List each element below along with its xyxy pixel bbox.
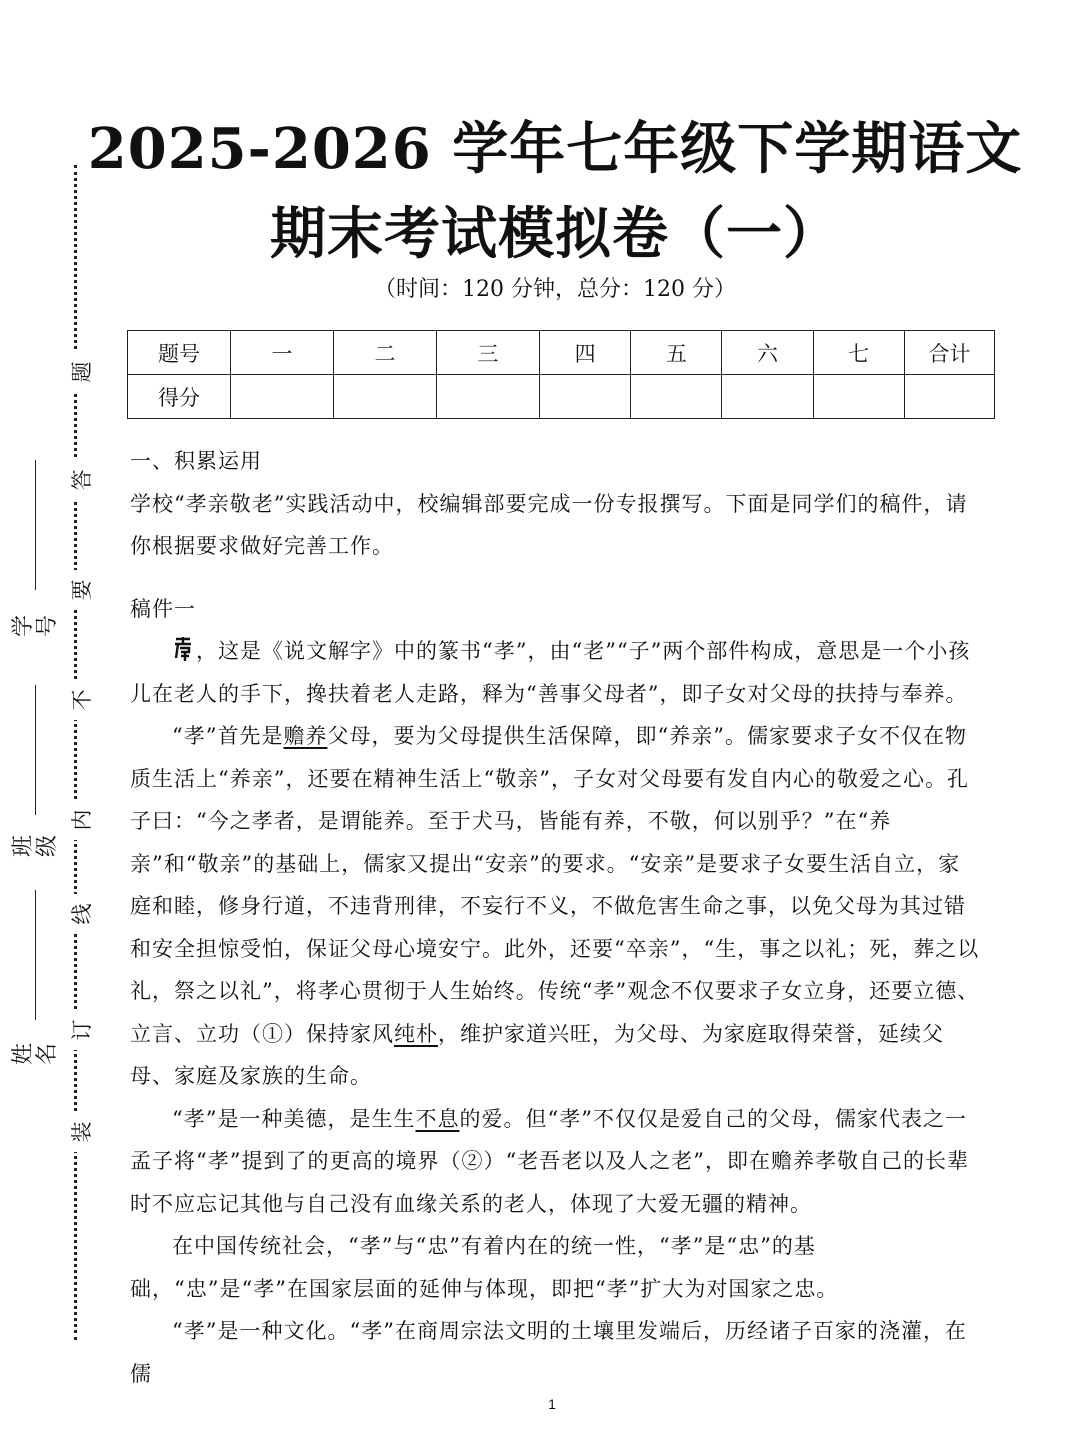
name-label: 姓名 bbox=[11, 1043, 60, 1066]
table-cell: 题号 bbox=[128, 331, 231, 375]
underlined-word: 赡养 bbox=[283, 724, 328, 748]
paragraph-2 bbox=[130, 715, 980, 1098]
table-cell: 四 bbox=[540, 331, 631, 375]
paragraph-5: “孝”是一种文化。“孝”在商周宗法文明的土壤里发端后，历经诸子百家的浇灌，在儒 bbox=[130, 1319, 967, 1386]
score-cell[interactable] bbox=[437, 375, 540, 419]
page-number: 1 bbox=[548, 1396, 556, 1412]
binding-char: 装 bbox=[70, 1112, 94, 1152]
section-title: 一、积累运用 bbox=[130, 449, 262, 473]
class-line[interactable] bbox=[35, 685, 36, 815]
paragraph-4: 在中国传统社会，“孝”与“忠”有着内在的统一性，“孝”是“忠”的基础，“忠”是“孝”在国家层面的延伸与体现，即把“孝”扩大为对国家之忠。 bbox=[130, 1234, 839, 1301]
student-id-label: 学号 bbox=[11, 615, 60, 638]
score-cell[interactable] bbox=[231, 375, 334, 419]
text-run: 的爱。但“孝”不仅仅是爱自己的父母，儒家代表之一孟子将“孝”提到了的更高的境界（②）“老吾老以及人之老”，即在赡养孝敬自己的长辈时不应忘记其他与自己没有血缘关系的老人，体现了大爱无疆的精神。 bbox=[130, 1106, 969, 1216]
text-run: ，维护家道兴旺，为父母、为家庭取得荣誉，延续父母、家庭及家族的生命。 bbox=[130, 1021, 944, 1088]
student-id-line[interactable] bbox=[35, 460, 36, 590]
table-cell: 三 bbox=[437, 331, 540, 375]
exam-title-line2: 期末考试模拟卷（一） bbox=[270, 201, 840, 267]
binding-char: 内 bbox=[70, 800, 94, 840]
underlined-word: 纯朴 bbox=[394, 1021, 438, 1046]
score-cell[interactable] bbox=[631, 375, 722, 419]
binding-char: 答 bbox=[70, 460, 94, 500]
score-cell[interactable] bbox=[722, 375, 813, 419]
draft-label: 稿件一 bbox=[130, 596, 196, 621]
section-intro: 学校“孝亲敬老”实践活动中，校编辑部要完成一份专报撰写。下面是同学们的稿件，请你根据要求做好完善工作。 bbox=[130, 491, 968, 558]
table-cell: 一 bbox=[231, 331, 334, 375]
paragraph-1 bbox=[130, 630, 980, 715]
score-cell[interactable] bbox=[334, 375, 437, 419]
paragraph-1-text: ，这是《说文解字》中的篆书“孝”，由“老”“子”两个部件构成，意思是一个小孩儿在老人的手下，搀扶着老人走路，释为“善事父母者”，即子女对父母的扶持与奉养。 bbox=[130, 639, 971, 706]
table-cell: 五 bbox=[631, 331, 722, 375]
text-run: “孝”首先是 bbox=[172, 724, 284, 748]
binding-char: 线 bbox=[70, 894, 94, 934]
table-cell: 得分 bbox=[128, 375, 231, 419]
text-run: 父母，要为父母提供生活保障，即“养亲”。儒家要求子女不仅在物质生活上“养亲”，还要在精神生活上“敬亲”，子女对父母要有发自内心的敬爱之心。孔子曰：“今之孝者，是谓能养。至于犬马，皆能有养，不敬，何以别乎？”在“养亲”和“敬亲”的基础上，儒家又提出“安亲”的要求。“安亲”是要求子女要生活自立，家庭和睦，修身行道，不违背刑律，不妄行不义，不做危害生命之事，以免父母为其过错和安全担惊受怕，保证父母心境安宁。此外，还要“卒亲”，“生，事之以礼；死，葬之以礼，祭之以礼”，将孝心贯彻于人生始终。传统“孝”观念不仅要求子女立身，还要立德、立言、立功（①）保持家风 bbox=[130, 724, 980, 1046]
table-cell: 六 bbox=[722, 331, 813, 375]
binding-char: 订 bbox=[70, 1010, 94, 1050]
binding-char: 不 bbox=[70, 680, 94, 720]
binding-char: 题 bbox=[70, 352, 94, 392]
class-label: 班级 bbox=[11, 835, 60, 858]
score-value-row bbox=[128, 375, 995, 419]
text-run: “孝”是一种美德，是生生 bbox=[172, 1106, 416, 1131]
binding-dotted-line bbox=[74, 165, 77, 1340]
table-cell: 二 bbox=[334, 331, 437, 375]
seal-script-xiao-icon bbox=[172, 636, 194, 662]
section-content bbox=[130, 440, 980, 1395]
paragraph-3 bbox=[130, 1098, 980, 1226]
score-cell[interactable] bbox=[813, 375, 904, 419]
name-line[interactable] bbox=[35, 890, 36, 1020]
score-cell[interactable] bbox=[904, 375, 994, 419]
score-table bbox=[127, 330, 995, 419]
score-header-row bbox=[128, 331, 995, 375]
underlined-word: 不息 bbox=[415, 1106, 460, 1131]
table-cell: 合计 bbox=[904, 331, 994, 375]
table-cell: 七 bbox=[813, 331, 904, 375]
binding-char: 要 bbox=[70, 570, 94, 610]
score-cell[interactable] bbox=[540, 375, 631, 419]
exam-title-line1: 2025-2026 学年七年级下学期语文 bbox=[87, 116, 1023, 182]
exam-time-score: （时间：120 分钟，总分：120 分） bbox=[374, 277, 736, 302]
